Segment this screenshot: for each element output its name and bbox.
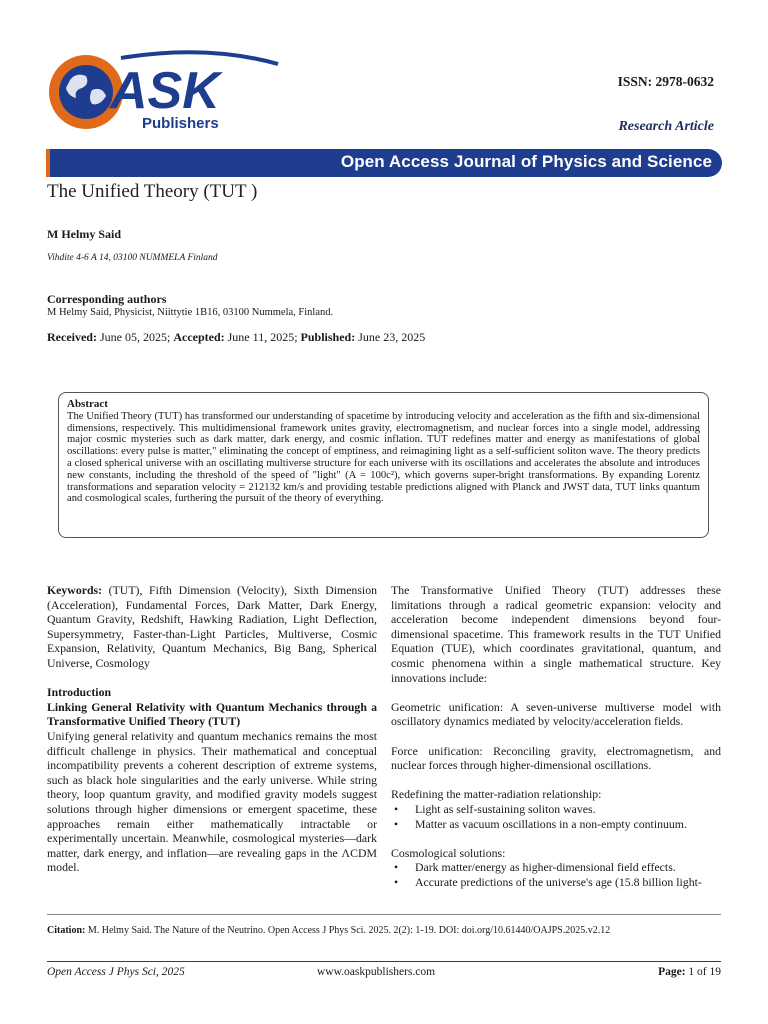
corresponding-text: M Helmy Said, Physicist, Niittytie 1B16, 03100 Nummela, Finland. bbox=[47, 307, 334, 318]
paragraph-1: The Transformative Unified Theory (TUT) addresses these limitations through a radical geometric expansion: velocity and acceleration become independent dimensions beyond four-dimensional spacetime. This framework results in the TUT Unified Equation (TUE), which coordinates gravitational, quantum, and cosmic phenomena within a single mathematical structure. Key innovations include: bbox=[391, 583, 721, 685]
paragraph-2: Geometric unification: A seven-universe multiverse model with oscillatory dynamics mediated by velocity/acceleration fields. bbox=[391, 699, 721, 729]
citation-label: Citation: bbox=[47, 925, 86, 936]
keywords bbox=[47, 583, 377, 671]
abstract-heading: Abstract bbox=[67, 398, 108, 410]
bullet-list-2 bbox=[391, 860, 721, 889]
keywords-label: Keywords: bbox=[47, 583, 103, 597]
abstract-box bbox=[58, 392, 709, 538]
article-type: Research Article bbox=[618, 119, 714, 134]
journal-abbrev: Open Access J Phys Sci, 2025 bbox=[47, 966, 185, 978]
issn: ISSN: 2978-0632 bbox=[617, 74, 714, 89]
website-link[interactable]: www.oaskpublishers.com bbox=[317, 966, 436, 978]
received-label: Received: bbox=[47, 330, 97, 344]
published-date: June 23, 2025 bbox=[355, 330, 426, 344]
list-item: • Light as self-sustaining soliton waves. bbox=[391, 802, 721, 817]
intro-text: Unifying general relativity and quantum mechanics remains the most difficult challenge in physics. Their mathematical and conceptual incompatibility prevents a coherent description of extreme systems, such as black hole singularities and the early universe. While string theory, loop quantum gravity, and modified gravity models suggest solutions through higher dimensions or emergent spacetime, these approaches remain either mathematically intractable or experimentally uncertain. Meanwhile, cosmological mysteries—dark matter, dark energy, and inflation—are revealing gaps in the ΛCDM model. bbox=[47, 728, 377, 875]
author-affiliation: Vihdite 4-6 A 14, 03100 NUMMELA Finland bbox=[47, 253, 218, 263]
logo-text: ASK bbox=[110, 62, 220, 120]
footer-divider bbox=[47, 914, 721, 915]
bullet-list-1 bbox=[391, 802, 721, 831]
accepted-date: June 11, 2025; bbox=[224, 330, 301, 344]
logo-subtext: Publishers bbox=[142, 115, 219, 132]
page-label: Page: bbox=[658, 966, 686, 978]
paragraph-5: Cosmological solutions: bbox=[391, 845, 506, 860]
abstract-text: The Unified Theory (TUT) has transformed our understanding of spacetime by introducing velocity and acceleration as the fifth and six-dimensional dimensions, respectively. This multidimensional framework unites gravity, electromagnetism, and nuclear forces into a single model, addressing major cosmic mysteries such as dark matter, dark energy, and cosmic inflation. TUT redefines matter and energy as manifestations of global oscillations: every pulse is matter," eliminating the concept of emptiness, and reimagining light as a self-sufficient soliton wave. The theory predicts a closed spherical universe with an oscillating multiverse structure for each universe with its oscillations and accelerates the absolute and introduces new constants, including the threshold of the speed of "light" (A = 100c²), which governs super-bright transformations. By expanding Lorentz transformations and separation velocity = 212132 km/s and providing testable predictions aligned with Planck and JWST data, TUT links quantum and cosmological scales, furthering the pursuit of the theory of everything. bbox=[67, 410, 700, 505]
right-column bbox=[391, 583, 721, 904]
page-number bbox=[658, 966, 721, 978]
logo-globe-icon bbox=[46, 50, 286, 135]
published-label: Published: bbox=[300, 330, 356, 344]
intro-subheading: Linking General Relativity with Quantum Mechanics through a Transformative Unified Theory (TUT) bbox=[47, 699, 377, 729]
received-date: June 05, 2025; bbox=[96, 330, 174, 344]
publisher-logo bbox=[46, 50, 286, 135]
citation-text: M. Helmy Said. The Nature of the Neutrino. Open Access J Phys Sci. 2025. 2(2): 1-19. DOI: doi.org/10.61440/OAJPS.2025.v2.12 bbox=[85, 925, 611, 936]
keywords-text: (TUT), Fifth Dimension (Velocity), Sixth Dimension (Acceleration), Fundamental Forces, Dark Matter, Dark Energy, Quantum Gravity, Redshift, Hawking Radiation, Light Deflection, Supersymmetry, Faster-than-Light Particles, Multiverse, Cosmic Expansion, Relativity, Quantum Mechanics, Big Bang, Spherical Universe, Cosmology bbox=[47, 583, 377, 670]
page-value: 1 of 19 bbox=[685, 966, 721, 978]
list-item: • Dark matter/energy as higher-dimensional field effects. bbox=[391, 860, 721, 875]
footer-rule bbox=[47, 961, 721, 962]
intro-heading: Introduction bbox=[47, 685, 112, 700]
paragraph-4: Redefining the matter-radiation relationship: bbox=[391, 787, 602, 802]
citation bbox=[47, 925, 610, 936]
author-name: M Helmy Said bbox=[47, 227, 121, 241]
journal-name: Open Access Journal of Physics and Science bbox=[340, 152, 712, 171]
list-item: • Accurate predictions of the universe's age (15.8 billion light- bbox=[391, 875, 721, 890]
list-item: • Matter as vacuum oscillations in a non-empty continuum. bbox=[391, 817, 721, 832]
paragraph-3: Force unification: Reconciling gravity, electromagnetism, and nuclear forces through higher-dimensional oscillations. bbox=[391, 743, 721, 773]
publication-dates bbox=[47, 330, 425, 345]
corresponding-heading: Corresponding authors bbox=[47, 292, 167, 306]
accepted-label: Accepted: bbox=[173, 330, 225, 344]
paper-title: The Unified Theory (TUT ) bbox=[47, 181, 258, 202]
journal-banner bbox=[46, 149, 722, 177]
left-column bbox=[47, 583, 377, 875]
